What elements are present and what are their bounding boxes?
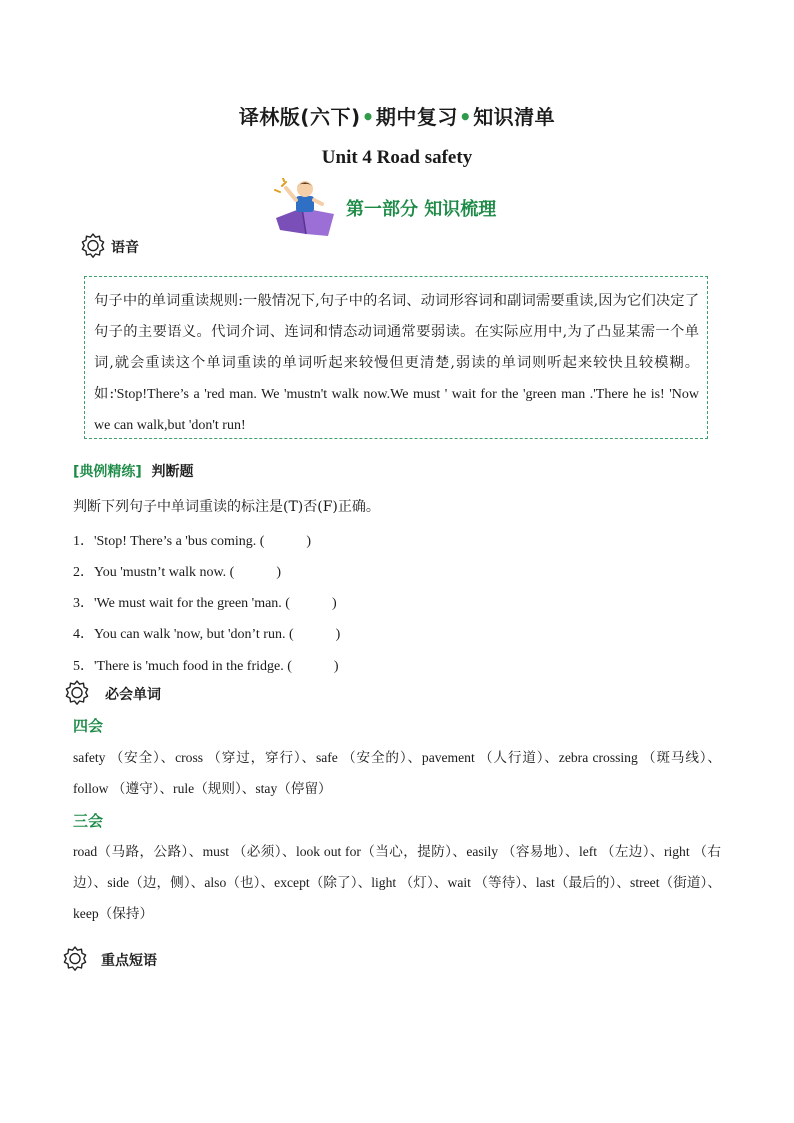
flower-gear-icon [63, 679, 91, 707]
three-skills-label: 三会 [73, 812, 104, 830]
section-label: 重点短语 [101, 953, 157, 969]
flower-gear-icon [61, 945, 89, 973]
flower-gear-icon [79, 232, 107, 260]
title-dot-1: • [361, 105, 375, 129]
page-title [0, 101, 794, 130]
example-type: 判断题 [151, 464, 194, 480]
four-skills-words: safety （安全）、cross （穿过，穿行）、safe （安全的）、pavement （人行道）、zebra crossing （斑马线）、follow （遵守）、rule（规则）、stay（停留） [73, 750, 721, 796]
boy-with-book-icon [272, 178, 340, 236]
title-dot-2: • [458, 105, 473, 129]
title-part-a: 译林版(六下) [238, 105, 361, 129]
section-label: 语音 [111, 240, 139, 256]
three-skills-words: road（马路，公路）、must （必须）、look out for（当心，提防）、easily （容易地）、left （左边）、right （右边）、side（边，侧）、also（也）、except（除了）、light （灯）、wait （等待）、last（最后的）、street（街道）、keep（保持） [73, 844, 721, 921]
four-skills-label: 四会 [73, 717, 104, 735]
title-part-b: 期中复习 [375, 105, 458, 129]
title-part-c: 知识清单 [473, 105, 556, 129]
example-tag: [典例精练] [73, 464, 142, 480]
question-item: 2．You 'mustn’t walk now. ( ) [73, 565, 281, 580]
question-item: 4．You can walk 'now, but 'don’t run. ( ) [73, 627, 341, 642]
section-label: 必会单词 [105, 687, 161, 703]
example-heading [73, 461, 194, 481]
question-item: 5．'There is 'much food in the fridge. ( ) [73, 659, 339, 674]
pronunciation-rule-box [84, 276, 708, 439]
question-item: 1．'Stop! There’s a 'bus coming. ( ) [73, 534, 312, 549]
part-heading [272, 178, 532, 238]
rule-text-en: 'Stop!There’s a 'red man. We 'mustn't walk now.We must ' wait for the 'green man .'There he is! 'Now we can walk,but 'don't run! [94, 387, 699, 433]
rule-text-cn: 句子中的单词重读规则:一般情况下,句子中的名词、动词形容词和副词需要重读,因为它们决定了句子的主要语义。代词介词、连词和情态动词通常要弱读。在实际应用中,为了凸显某需一个单词,就会重读这个单词重读的单词听起来较慢但更清楚,弱读的单词则听起来较快且较模糊。如: [94, 293, 699, 402]
unit-title: Unit 4 Road safety [321, 147, 473, 168]
example-instruction: 判断下列句子中单词重读的标注是(T)否(F)正确。 [73, 499, 380, 515]
part-title: 第一部分 知识梳理 [346, 199, 497, 220]
question-item: 3．'We must wait for the green 'man. ( ) [73, 596, 337, 611]
